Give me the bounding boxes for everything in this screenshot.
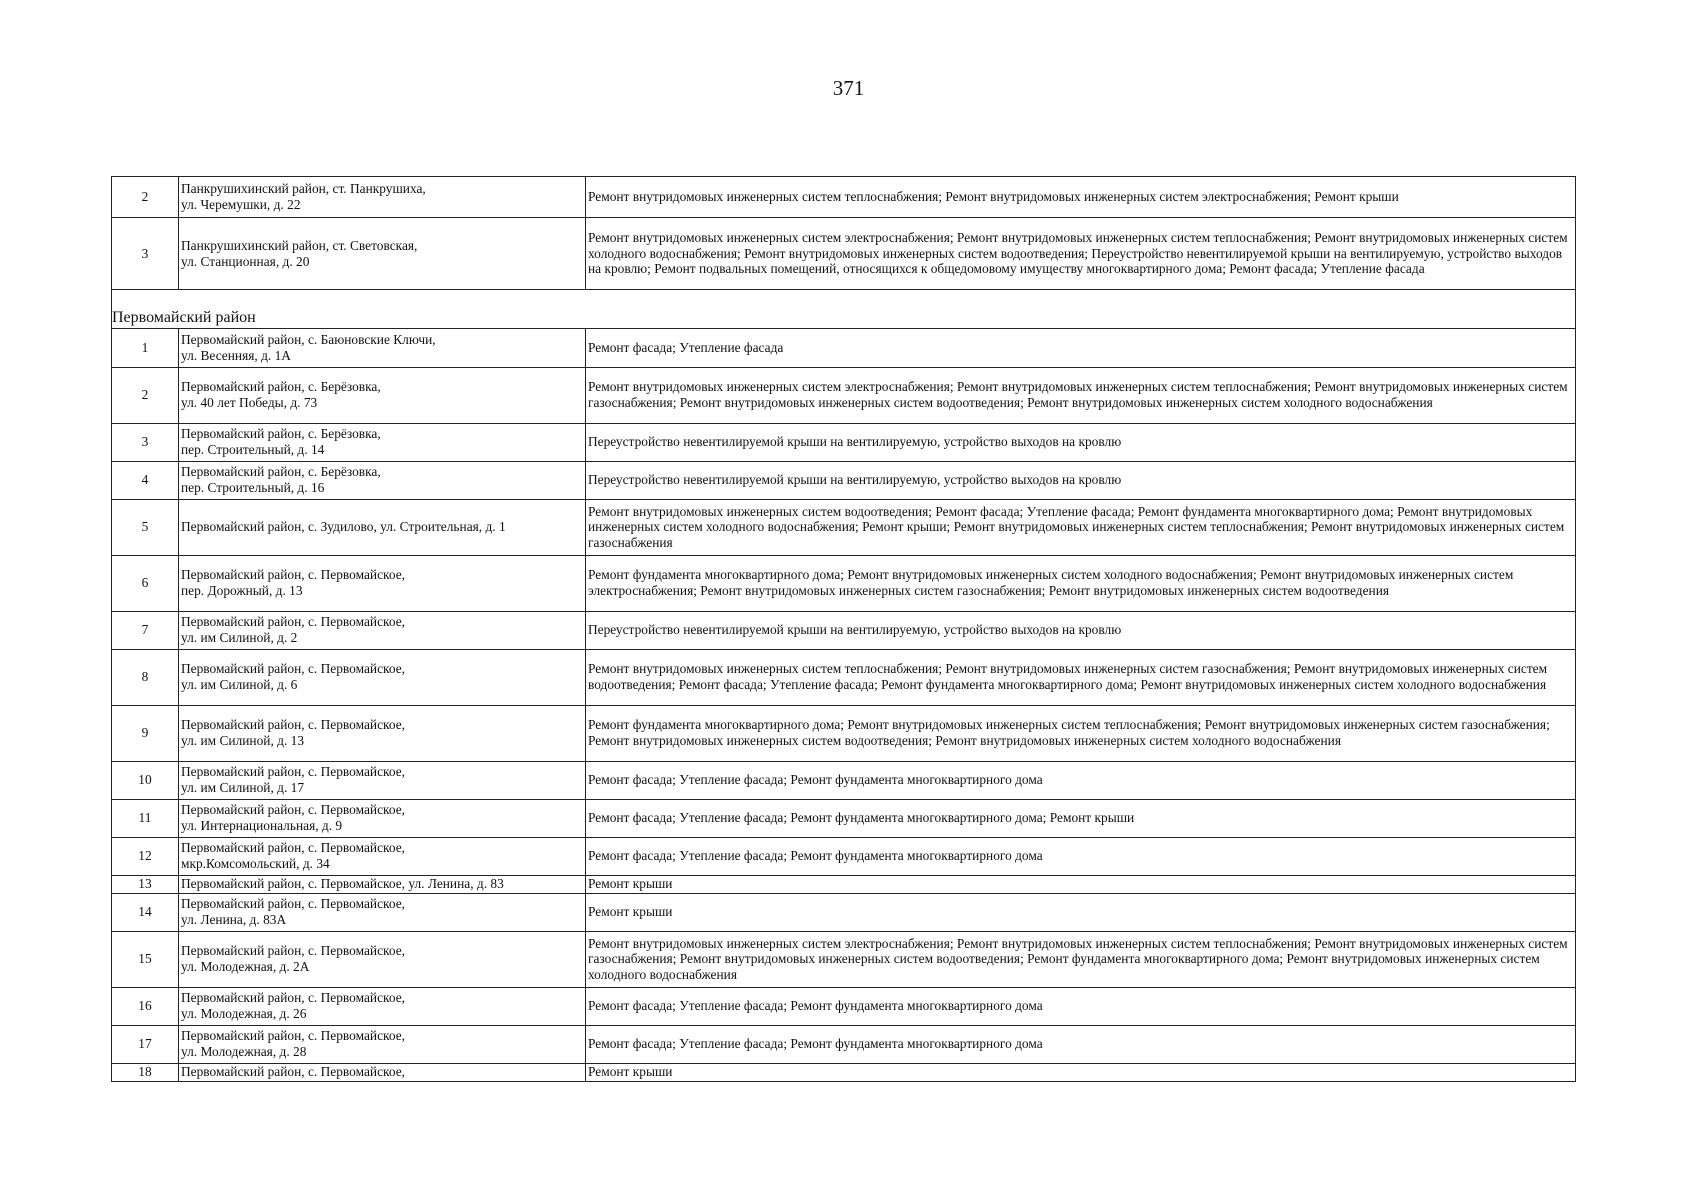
row-works: Ремонт фундамента многоквартирного дома; Ремонт внутридомовых инженерных систем холодного водоснабжения; Ремонт внутридомовых инженерных систем электроснабжения; Ремонт внутридомовых инженерных систем газоснабжения; Ремонт внутридомовых инженерных систем водоотведения (586, 555, 1576, 611)
row-number: 16 (112, 987, 179, 1025)
row-works: Ремонт внутридомовых инженерных систем электроснабжения; Ремонт внутридомовых инженерных систем теплоснабжения; Ремонт внутридомовых инженерных систем газоснабжения; Ремонт внутридомовых инженерных систем водоотведения; Ремонт внутридомовых инженерных систем холодного водоснабжения (586, 367, 1576, 423)
row-address: Первомайский район, с. Баюновские Ключи, ул. Весенняя, д. 1А (179, 328, 586, 367)
row-works: Переустройство невентилируемой крыши на вентилируемую, устройство выходов на кровлю (586, 461, 1576, 499)
table-row (112, 1063, 1576, 1081)
row-works: Переустройство невентилируемой крыши на вентилируемую, устройство выходов на кровлю (586, 423, 1576, 461)
row-number: 17 (112, 1025, 179, 1063)
row-number: 9 (112, 705, 179, 761)
row-address: Панкрушихинский район, ст. Панкрушиха, ул. Черемушки, д. 22 (179, 177, 586, 218)
row-works: Ремонт крыши (586, 893, 1576, 931)
row-number: 13 (112, 875, 179, 893)
table-row (112, 761, 1576, 799)
row-address: Первомайский район, с. Берёзовка, пер. Строительный, д. 16 (179, 461, 586, 499)
row-works: Ремонт фасада; Утепление фасада; Ремонт фундамента многоквартирного дома (586, 1025, 1576, 1063)
row-number: 3 (112, 218, 179, 290)
row-address: Первомайский район, с. Зудилово, ул. Строительная, д. 1 (179, 499, 586, 555)
row-works: Ремонт внутридомовых инженерных систем теплоснабжения; Ремонт внутридомовых инженерных систем газоснабжения; Ремонт внутридомовых инженерных систем водоотведения; Ремонт фасада; Утепление фасада; Ремонт фундамента многоквартирного дома; Ремонт внутридомовых инженерных систем холодного водоснабжения (586, 649, 1576, 705)
row-number: 12 (112, 837, 179, 875)
row-number: 5 (112, 499, 179, 555)
table-row (112, 328, 1576, 367)
row-works: Ремонт фундамента многоквартирного дома; Ремонт внутридомовых инженерных систем теплоснабжения; Ремонт внутридомовых инженерных систем газоснабжения; Ремонт внутридомовых инженерных систем водоотведения; Ремонт внутридомовых инженерных систем холодного водоснабжения (586, 705, 1576, 761)
row-works: Ремонт внутридомовых инженерных систем электроснабжения; Ремонт внутридомовых инженерных систем теплоснабжения; Ремонт внутридомовых инженерных систем холодного водоснабжения; Ремонт внутридомовых инженерных систем водоотведения; Переустройство невентилируемой крыши на вентилируемую, устройство выходов на кровлю; Ремонт подвальных помещений, относящихся к общедомовому имуществу многоквартирного дома; Ремонт фасада; Утепление фасада (586, 218, 1576, 290)
row-address: Первомайский район, с. Первомайское, ул. им Силиной, д. 6 (179, 649, 586, 705)
page-number: 371 (832, 76, 865, 100)
table-row (112, 499, 1576, 555)
row-address: Первомайский район, с. Первомайское, ул. Молодежная, д. 28 (179, 1025, 586, 1063)
table-row (112, 893, 1576, 931)
row-address: Первомайский район, с. Первомайское, пер. Дорожный, д. 13 (179, 555, 586, 611)
table-row (112, 367, 1576, 423)
repair-works-table (111, 176, 1576, 1082)
row-number: 14 (112, 893, 179, 931)
row-works: Ремонт фасада; Утепление фасада (586, 328, 1576, 367)
table-row (112, 177, 1576, 218)
table-row (112, 218, 1576, 290)
row-number: 6 (112, 555, 179, 611)
row-address: Первомайский район, с. Берёзовка, пер. Строительный, д. 14 (179, 423, 586, 461)
row-works: Ремонт крыши (586, 1063, 1576, 1081)
blank-cell (112, 290, 1576, 309)
table-row (112, 649, 1576, 705)
blank-row (112, 290, 1576, 309)
table-row (112, 705, 1576, 761)
table-row (112, 799, 1576, 837)
row-works: Ремонт фасада; Утепление фасада; Ремонт фундамента многоквартирного дома; Ремонт крыши (586, 799, 1576, 837)
row-address: Первомайский район, с. Первомайское, ул. Интернациональная, д. 9 (179, 799, 586, 837)
table-row (112, 875, 1576, 893)
row-number: 7 (112, 611, 179, 649)
table-row (112, 423, 1576, 461)
row-number: 8 (112, 649, 179, 705)
row-address: Первомайский район, с. Первомайское, ул. им Силиной, д. 2 (179, 611, 586, 649)
row-address: Первомайский район, с. Первомайское, мкр.Комсомольский, д. 34 (179, 837, 586, 875)
table-row (112, 987, 1576, 1025)
row-works: Ремонт внутридомовых инженерных систем теплоснабжения; Ремонт внутридомовых инженерных систем электроснабжения; Ремонт крыши (586, 177, 1576, 218)
row-number: 1 (112, 328, 179, 367)
row-number: 11 (112, 799, 179, 837)
row-address: Первомайский район, с. Первомайское, ул. Молодежная, д. 2А (179, 931, 586, 987)
section-row (112, 308, 1576, 328)
row-works: Ремонт внутридомовых инженерных систем электроснабжения; Ремонт внутридомовых инженерных систем теплоснабжения; Ремонт внутридомовых инженерных систем газоснабжения; Ремонт внутридомовых инженерных систем водоотведения; Ремонт фундамента многоквартирного дома; Ремонт внутридомовых инженерных систем холодного водоснабжения (586, 931, 1576, 987)
row-works: Ремонт фасада; Утепление фасада; Ремонт фундамента многоквартирного дома (586, 837, 1576, 875)
row-number: 15 (112, 931, 179, 987)
row-number: 18 (112, 1063, 179, 1081)
row-address: Первомайский район, с. Первомайское, ул. Ленина, д. 83А (179, 893, 586, 931)
row-works: Ремонт фасада; Утепление фасада; Ремонт фундамента многоквартирного дома (586, 761, 1576, 799)
table-row (112, 931, 1576, 987)
table-row (112, 837, 1576, 875)
row-address: Первомайский район, с. Первомайское, (179, 1063, 586, 1081)
row-address: Первомайский район, с. Первомайское, ул. им Силиной, д. 17 (179, 761, 586, 799)
row-works: Переустройство невентилируемой крыши на вентилируемую, устройство выходов на кровлю (586, 611, 1576, 649)
section-title: Первомайский район (112, 308, 1576, 328)
row-number: 4 (112, 461, 179, 499)
row-number: 3 (112, 423, 179, 461)
row-address: Панкрушихинский район, ст. Световская, ул. Станционная, д. 20 (179, 218, 586, 290)
row-address: Первомайский район, с. Первомайское, ул. Ленина, д. 83 (179, 875, 586, 893)
row-number: 2 (112, 177, 179, 218)
row-works: Ремонт фасада; Утепление фасада; Ремонт фундамента многоквартирного дома (586, 987, 1576, 1025)
table-row (112, 555, 1576, 611)
table-row (112, 611, 1576, 649)
row-number: 2 (112, 367, 179, 423)
row-number: 10 (112, 761, 179, 799)
row-address: Первомайский район, с. Первомайское, ул. им Силиной, д. 13 (179, 705, 586, 761)
row-address: Первомайский район, с. Берёзовка, ул. 40 лет Победы, д. 73 (179, 367, 586, 423)
row-works: Ремонт внутридомовых инженерных систем водоотведения; Ремонт фасада; Утепление фасада; Ремонт фундамента многоквартирного дома; Ремонт внутридомовых инженерных систем холодного водоснабжения; Ремонт крыши; Ремонт внутридомовых инженерных систем теплоснабжения; Ремонт внутридомовых инженерных систем газоснабжения (586, 499, 1576, 555)
row-address: Первомайский район, с. Первомайское, ул. Молодежная, д. 26 (179, 987, 586, 1025)
table-row (112, 1025, 1576, 1063)
row-works: Ремонт крыши (586, 875, 1576, 893)
table-row (112, 461, 1576, 499)
